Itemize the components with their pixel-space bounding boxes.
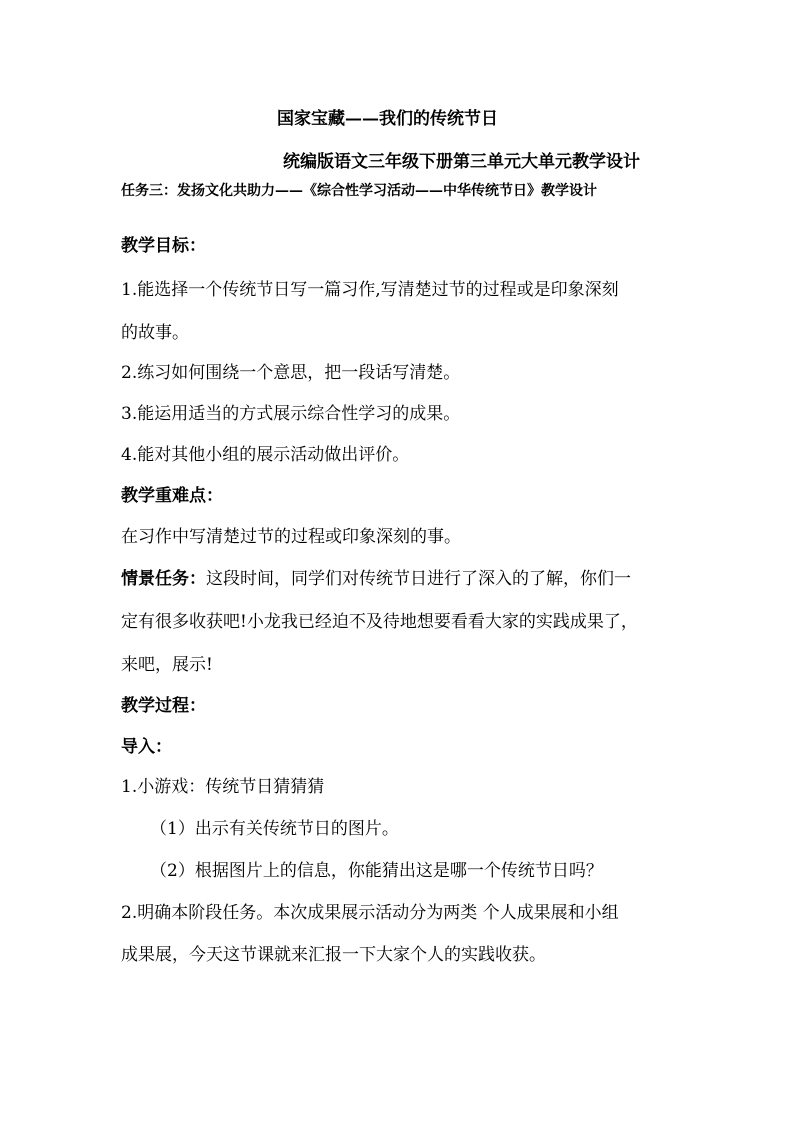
scenario-line: 定有很多收获吧!小龙我已经迫不及待地想要看看大家的实践成果了， [121,612,638,632]
intro-item: 2.明确本阶段任务。本次成果展示活动分为两类 个人成果展和小组 [121,903,619,923]
objective-item: 的故事。 [121,323,189,343]
key-points-heading: 教学重难点： [121,486,223,506]
intro-item: （1）出示有关传统节日的图片。 [150,819,399,839]
objective-item: 3.能运用适当的方式展示综合性学习的成果。 [121,404,461,424]
intro-item: 成果展，今天这节课就来汇报一下大家个人的实践收获。 [121,945,546,965]
key-points-text: 在习作中写清楚过节的过程或印象深刻的事。 [121,527,461,547]
intro-item: （2）根据图片上的信息，你能猜出这是哪一个传统节日吗？ [150,861,603,881]
objectives-heading: 教学目标： [121,236,206,256]
scenario-label: 情景任务： [121,569,206,589]
document-title: 国家宝藏——我们的传统节日 [277,109,498,129]
document-subtitle: 统编版语文三年级下册第三单元大单元教学设计 [283,152,640,172]
scenario-line [121,564,631,589]
intro-heading: 导入： [121,737,172,757]
scenario-line: 来吧，展示! [121,655,213,675]
task-line: 任务三：发扬文化共助力——《综合性学习活动——中华传统节日》教学设计 [121,183,597,199]
process-heading: 教学过程： [121,696,206,716]
objective-item: 1.能选择一个传统节日写一篇习作,写清楚过节的过程或是印象深刻 [121,280,619,300]
objective-item: 2.练习如何围绕一个意思，把一段话写清楚。 [121,363,461,383]
scenario-text: 这段时间，同学们对传统节日进行了深入的了解，你们一 [206,569,631,589]
intro-item: 1.小游戏：传统节日猜猜猜 [121,777,325,797]
objective-item: 4.能对其他小组的展示活动做出评价。 [121,445,410,465]
